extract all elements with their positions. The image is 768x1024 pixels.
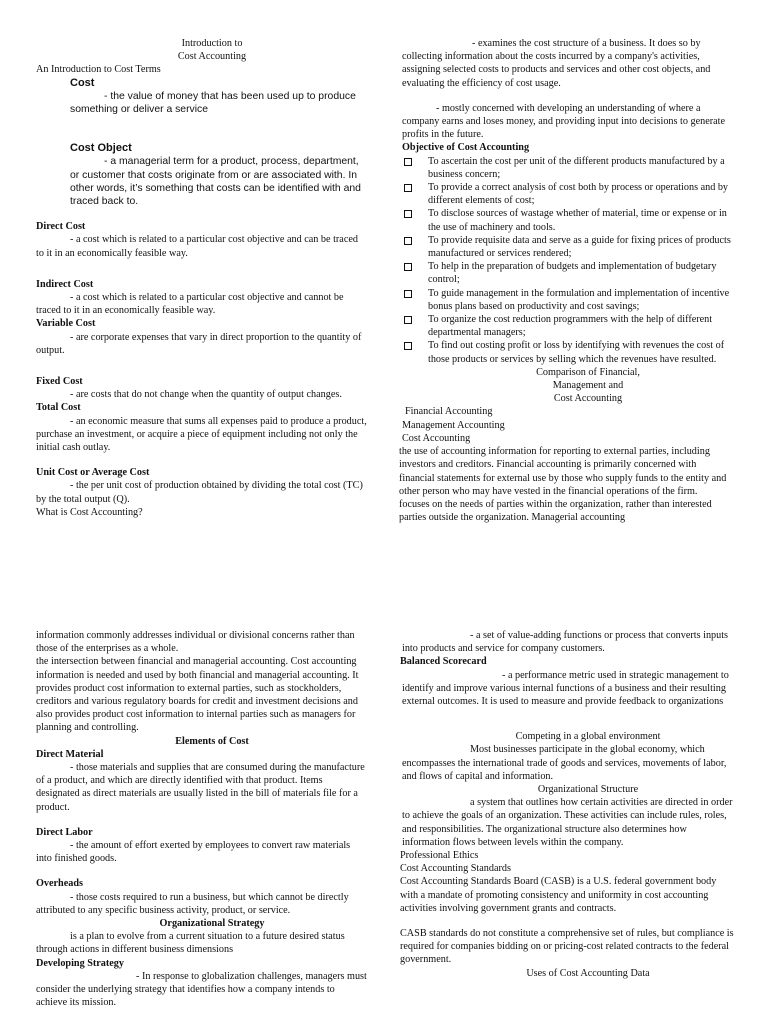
- direct-material-definition: - those materials and supplies that are consumed during the manufacture of a product, and which are directly identified with that product. Items designated as direct materials are usually listed in the bill of materials file for a product.: [36, 762, 365, 813]
- doc-subtitle: An Introduction to Cost Terms: [36, 64, 161, 76]
- objectives-list: [402, 155, 734, 366]
- page1-left-column: [36, 37, 368, 519]
- organizational-structure-definition: a system that outlines how certain activities are directed in order to achieve the goals of an organization. These activities can include rules, roles, and responsibilities. The organizational structure also determines how information flows between levels within the company.: [402, 797, 733, 848]
- doc-title-line2: Cost Accounting: [177, 51, 247, 63]
- financial-accounting-definition: the use of accounting information for reporting to external parties, including investors and creditors. Financial accounting is primarily concerned with financial statements for external use by those who supply funds to the entity and other person who may have vested in the financial operations of the firm.: [399, 446, 727, 497]
- global-environment-definition: Most businesses participate in the global economy, which encompasses the international trade of goods and services, movements of labor, and flows of capital and information.: [402, 744, 727, 782]
- variable-cost-definition: - are corporate expenses that vary in direct proportion to the quantity of output.: [36, 331, 362, 356]
- cost-accounting-definition: - examines the cost structure of a business. It does so by collecting information about the costs incurred by a company's activities, assigning selected costs to products and services and other cost objects, and evaluating the efficiency of cost usage.: [402, 38, 711, 89]
- cost-object-definition: - a managerial term for a product, process, department, or customer that costs originate from or are associated with. In other words, it’s something that costs can be identified with and traced back to.: [70, 156, 361, 208]
- checkbox-bullet-icon: [404, 237, 412, 245]
- total-cost-heading: Total Cost: [36, 402, 81, 414]
- cost-definition: - the value of money that has been used up to produce something or deliver a service: [70, 90, 356, 116]
- list-item: To provide requisite data and serve as a guide for fixing prices of products manufactured or services rendered;: [402, 234, 734, 260]
- comparison-title-line3: Cost Accounting: [553, 393, 623, 405]
- direct-cost-heading: Direct Cost: [36, 221, 86, 233]
- fixed-cost-heading: Fixed Cost: [36, 376, 83, 388]
- objective-heading: Objective of Cost Accounting: [402, 142, 530, 154]
- checkbox-bullet-icon: [404, 290, 412, 298]
- list-item: To organize the cost reduction programmers with the help of different departmental managers;: [402, 313, 734, 339]
- management-accounting-definition: focuses on the needs of parties within the organization, rather than interested parties outside the organization. Managerial accounting: [399, 498, 712, 524]
- professional-ethics-label: Professional Ethics: [400, 850, 479, 862]
- list-item: To provide a correct analysis of cost both by process or operations and by different elements of cost;: [402, 181, 734, 207]
- cost-accounting-intersection: the intersection between financial and managerial accounting. Cost accounting information is needed and used by both financial and managerial accounting. It provides product cost information to external parties, such as stockholders, creditors and various regulatory boards for credit and investment decisions and also provides product cost information to internal parties such as managers for planning and controlling.: [36, 656, 359, 734]
- organizational-strategy-definition: is a plan to evolve from a current situation to a future desired status through actions in different business dimensions: [36, 931, 345, 956]
- cost-heading: Cost: [70, 76, 95, 89]
- overheads-heading: Overheads: [36, 878, 83, 890]
- casb-compliance: CASB standards do not constitute a comprehensive set of rules, but compliance is required for companies bidding on or pricing-cost related contracts to the federal government.: [400, 928, 734, 966]
- overheads-definition: - those costs required to run a business, but which cannot be directly attributed to any specific business activity, product, or service.: [36, 891, 349, 916]
- cost-accounting-purpose: - mostly concerned with developing an understanding of where a company earns and loses money, and providing input into decisions to generate profits in the future.: [402, 102, 725, 141]
- unit-cost-definition: - the per unit cost of production obtained by dividing the total cost (TC) by the total output (Q).: [36, 480, 363, 505]
- elements-heading: Elements of Cost: [175, 735, 249, 747]
- checkbox-bullet-icon: [404, 316, 412, 324]
- checkbox-bullet-icon: [404, 342, 412, 350]
- page1-right-column: [399, 37, 734, 524]
- organizational-strategy-heading: Organizational Strategy: [159, 918, 265, 930]
- organizational-structure-heading: Organizational Structure: [537, 784, 639, 796]
- list-item: To find out costing profit or loss by identifying with revenues the cost of those products or services by selling which the revenues have resulted.: [402, 339, 734, 365]
- total-cost-definition: - an economic measure that sums all expenses paid to produce a product, purchase an investment, or acquire a piece of equipment including not only the initial cash outlay.: [36, 415, 367, 454]
- uses-heading: Uses of Cost Accounting Data: [526, 967, 650, 979]
- casb-definition: Cost Accounting Standards Board (CASB) is a U.S. federal government body with a mandate of promoting consistency and uniformity in cost accounting activities involving government grants and contracts.: [400, 876, 717, 914]
- management-accounting-label: Management Accounting: [402, 419, 505, 431]
- cost-accounting-label: Cost Accounting: [402, 432, 471, 444]
- doc-title-line1: Introduction to: [181, 38, 243, 49]
- list-item: To guide management in the formulation and implementation of incentive bonus plans based on productivity and cost savings;: [402, 287, 734, 313]
- checkbox-bullet-icon: [404, 210, 412, 218]
- balanced-scorecard-definition: - a performance metric used in strategic management to identify and improve various internal functions of a business and their resulting external outcomes. It is used to measure and provide feedback to organizations: [402, 669, 729, 708]
- indirect-cost-heading: Indirect Cost: [36, 278, 94, 290]
- management-accounting-continued: information commonly addresses individual or divisional concerns rather than those of the enterprises as a whole.: [36, 630, 355, 655]
- list-item: To ascertain the cost per unit of the different products manufactured by a business concern;: [402, 155, 734, 181]
- financial-accounting-label: Financial Accounting: [405, 406, 493, 418]
- fixed-cost-definition: - are costs that do not change when the quantity of output changes.: [70, 389, 342, 401]
- direct-labor-definition: - the amount of effort exerted by employees to convert raw materials into finished goods.: [36, 840, 351, 865]
- global-environment-heading: Competing in a global environment: [515, 731, 661, 743]
- developing-strategy-definition: - In response to globalization challenges, managers must consider the underlying strategy that identifies how a company intends to achieve its mission.: [36, 970, 367, 1009]
- checkbox-bullet-icon: [404, 263, 412, 271]
- comparison-title-line1: Comparison of Financial,: [536, 366, 640, 378]
- developing-strategy-heading: Developing Strategy: [36, 957, 124, 969]
- variable-cost-heading: Variable Cost: [36, 318, 96, 330]
- what-is-cost-accounting: What is Cost Accounting?: [36, 506, 143, 518]
- direct-labor-heading: Direct Labor: [36, 826, 93, 838]
- direct-cost-definition: - a cost which is related to a particular cost objective and can be traced to it in an economically feasible way.: [36, 234, 358, 259]
- page2-right-column: [402, 629, 734, 980]
- cost-object-heading: Cost Object: [70, 142, 132, 155]
- balanced-scorecard-heading: Balanced Scorecard: [400, 656, 487, 668]
- indirect-cost-definition: - a cost which is related to a particular cost objective and cannot be traced to it in an economically feasible way.: [36, 292, 344, 317]
- direct-material-heading: Direct Material: [36, 748, 104, 760]
- value-chain-definition: - a set of value-adding functions or process that converts inputs into products and service for company customers.: [402, 630, 729, 655]
- list-item: To disclose sources of wastage whether of material, time or expense or in the use of machinery and tools.: [402, 207, 734, 233]
- checkbox-bullet-icon: [404, 158, 412, 166]
- page2-left-column: [36, 629, 368, 1009]
- checkbox-bullet-icon: [404, 184, 412, 192]
- list-item: To help in the preparation of budgets and implementation of budgetary control;: [402, 260, 734, 286]
- comparison-title-line2: Management and: [552, 380, 624, 392]
- cost-accounting-standards-label: Cost Accounting Standards: [400, 863, 511, 875]
- unit-cost-heading: Unit Cost or Average Cost: [36, 467, 150, 479]
